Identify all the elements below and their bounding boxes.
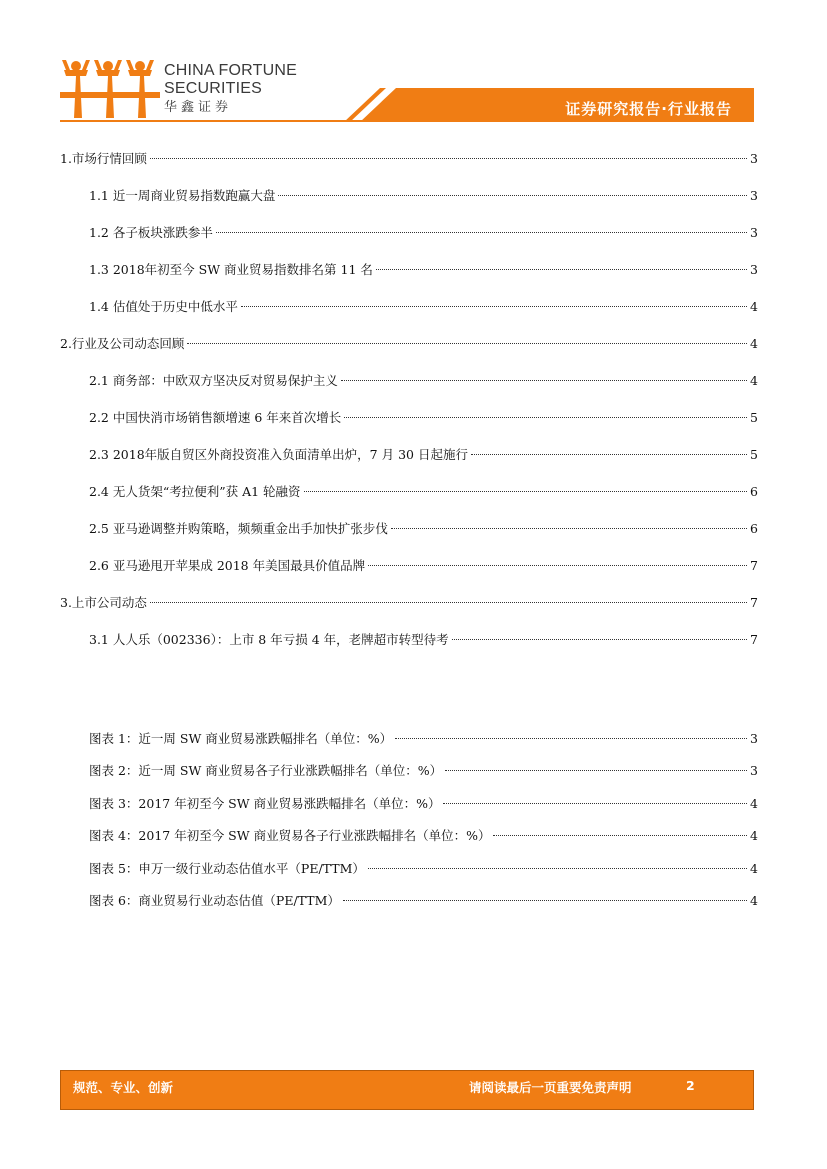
toc-entry-title: 2.行业及公司动态回顾 — [60, 336, 185, 351]
toc-entry-page: 4 — [750, 373, 758, 388]
toc-entry-title: 1.2 各子板块涨跌参半 — [89, 225, 213, 240]
toc-entry-title: 1.市场行情回顾 — [60, 151, 147, 166]
dot-leader — [493, 835, 747, 836]
toc-entry[interactable] — [60, 592, 758, 629]
logo-figure-1 — [62, 60, 90, 118]
header-rule — [60, 120, 752, 122]
toc-entry[interactable] — [60, 148, 758, 185]
dot-leader — [452, 639, 747, 640]
dot-leader — [187, 343, 747, 344]
toc-entry[interactable] — [60, 333, 758, 370]
toc-entry-title: 2.6 亚马逊甩开苹果成 2018 年美国最具价值品牌 — [89, 558, 366, 573]
figure-entry[interactable] — [89, 858, 758, 890]
dot-leader — [344, 417, 747, 418]
toc-entry-title: 2.2 中国快消市场销售额增速 6 年来首次增长 — [89, 410, 342, 425]
dot-leader — [391, 528, 747, 529]
toc-entry-page: 7 — [750, 595, 758, 610]
footer-bar — [60, 1070, 754, 1110]
figure-entry[interactable] — [89, 728, 758, 760]
list-of-figures — [89, 728, 758, 922]
toc-entry-page: 7 — [750, 632, 758, 647]
toc-entry[interactable] — [60, 629, 758, 666]
brand-name-line1: CHINA FORTUNE — [164, 62, 297, 79]
dot-leader — [304, 491, 747, 492]
china-fortune-logo — [60, 56, 160, 126]
toc-entry[interactable] — [60, 370, 758, 407]
toc-entry-title: 1.3 2018年初至今 SW 商业贸易指数排名第 11 名 — [89, 262, 373, 277]
toc-entry-title: 3.1 人人乐（002336）：上市 8 年亏损 4 年，老牌超市转型待考 — [89, 632, 449, 647]
logo-bar — [60, 92, 160, 98]
report-type-banner: 证券研究报告·行业报告 — [565, 100, 732, 118]
dot-leader — [216, 232, 747, 233]
toc-entry[interactable] — [60, 444, 758, 481]
footer-disclaimer: 请阅读最后一页重要免责声明 — [469, 1080, 632, 1095]
toc-entry[interactable] — [60, 518, 758, 555]
figure-entry-page: 3 — [750, 731, 758, 746]
toc-entry-title: 2.3 2018年版自贸区外商投资准入负面清单出炉，7 月 30 日起施行 — [89, 447, 468, 462]
brand-name-cn: 华鑫证券 — [164, 100, 233, 115]
figure-entry[interactable] — [89, 825, 758, 857]
toc-entry-title: 1.4 估值处于历史中低水平 — [89, 299, 238, 314]
page-number: 2 — [686, 1078, 695, 1093]
toc-entry-title: 2.1 商务部：中欧双方坚决反对贸易保护主义 — [89, 373, 338, 388]
figure-entry-title: 图表 2：近一周 SW 商业贸易各子行业涨跌幅排名（单位：%） — [89, 763, 443, 779]
logo-figure-2 — [94, 60, 122, 118]
toc-entry-page: 5 — [750, 410, 758, 425]
logo-figure-3 — [126, 60, 154, 118]
figure-entry-page: 4 — [750, 860, 758, 876]
toc-entry[interactable] — [60, 555, 758, 592]
toc-entry-page: 3 — [750, 188, 758, 203]
figure-entry[interactable] — [89, 890, 758, 922]
table-of-contents — [60, 148, 758, 666]
dot-leader — [445, 770, 747, 771]
toc-entry-page: 6 — [750, 521, 758, 536]
toc-entry-page: 5 — [750, 447, 758, 462]
dot-leader — [443, 803, 747, 804]
footer-slogan: 规范、专业、创新 — [73, 1080, 174, 1095]
toc-entry[interactable] — [60, 222, 758, 259]
figure-entry-page: 4 — [750, 828, 758, 844]
figure-entry-title: 图表 4：2017 年初至今 SW 商业贸易各子行业涨跌幅排名（单位：%） — [89, 828, 491, 844]
toc-entry-title: 3.上市公司动态 — [60, 595, 147, 610]
toc-entry[interactable] — [60, 185, 758, 222]
toc-entry-page: 4 — [750, 336, 758, 351]
figure-entry-title: 图表 1：近一周 SW 商业贸易涨跌幅排名（单位：%） — [89, 731, 393, 746]
brand-block — [164, 62, 297, 117]
dot-leader — [278, 195, 747, 196]
figure-entry-page: 3 — [750, 763, 758, 779]
dot-leader — [376, 269, 747, 270]
figure-entry-page: 4 — [750, 892, 758, 908]
figure-entry-title: 图表 3：2017 年初至今 SW 商业贸易涨跌幅排名（单位：%） — [89, 795, 441, 811]
dot-leader — [471, 454, 747, 455]
toc-entry-page: 6 — [750, 484, 758, 499]
dot-leader — [368, 868, 747, 869]
toc-entry-page: 3 — [750, 262, 758, 277]
toc-entry[interactable] — [60, 407, 758, 444]
dot-leader — [241, 306, 747, 307]
dot-leader — [150, 602, 747, 603]
toc-entry-title: 2.4 无人货架“考拉便利”获 A1 轮融资 — [89, 484, 301, 499]
toc-entry-page: 7 — [750, 558, 758, 573]
toc-entry-page: 3 — [750, 151, 758, 166]
figure-entry[interactable] — [89, 760, 758, 792]
toc-entry[interactable] — [60, 481, 758, 518]
toc-entry[interactable] — [60, 296, 758, 333]
figure-entry-title: 图表 5：申万一级行业动态估值水平（PE/TTM） — [89, 860, 365, 876]
dot-leader — [150, 158, 747, 159]
toc-entry-page: 3 — [750, 225, 758, 240]
dot-leader — [395, 738, 747, 739]
toc-entry-page: 4 — [750, 299, 758, 314]
dot-leader — [368, 565, 747, 566]
toc-entry[interactable] — [60, 259, 758, 296]
toc-entry-title: 2.5 亚马逊调整并购策略，频频重金出手加快扩张步伐 — [89, 521, 388, 536]
toc-entry-title: 1.1 近一周商业贸易指数跑赢大盘 — [89, 188, 276, 203]
figure-entry-title: 图表 6：商业贸易行业动态估值（PE/TTM） — [89, 892, 340, 908]
figure-entry[interactable] — [89, 793, 758, 825]
dot-leader — [343, 900, 747, 901]
dot-leader — [341, 380, 747, 381]
brand-name-line2: SECURITIES — [164, 80, 263, 97]
figure-entry-page: 4 — [750, 795, 758, 811]
